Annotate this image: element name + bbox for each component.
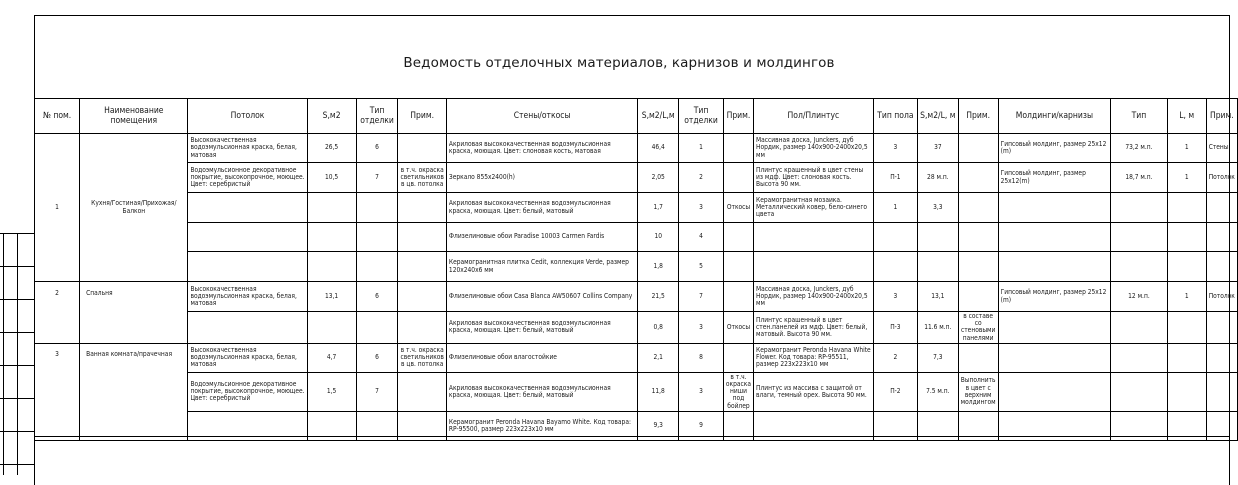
ceiling-area: 1,5 bbox=[307, 372, 356, 411]
wall-area: 2,05 bbox=[638, 163, 679, 193]
floor-material: Плинтус крашенный в цвет стены из мдф. Цвет: слоновая кость. Высота 90 мм. bbox=[754, 163, 874, 193]
floor-note: в составе со стеновыми панелями bbox=[958, 312, 998, 344]
floor-note: Выполнить в цвет с верхним молдингом bbox=[958, 372, 998, 411]
molding-length bbox=[1167, 223, 1206, 252]
floor-type: 2 bbox=[873, 343, 917, 372]
ceiling-note bbox=[398, 282, 446, 312]
floor-material: Массивная доска, Junckers, дуб Нордик, размер 140х900-2400х20,5 мм bbox=[754, 282, 874, 312]
molding-note bbox=[1206, 193, 1237, 223]
wall-note bbox=[723, 252, 753, 282]
table-row bbox=[35, 223, 1238, 252]
col-ceiling-finish-type: Тип отделки bbox=[356, 99, 398, 134]
wall-material: Акриловая высококачественная водоэмульсионная краска, моющая. Цвет: белый, матовый bbox=[446, 312, 637, 344]
molding-type bbox=[1111, 343, 1168, 372]
ceiling-material bbox=[188, 252, 307, 282]
molding-note: Потолок bbox=[1206, 282, 1237, 312]
header-row bbox=[35, 99, 1238, 134]
wall-area: 2,1 bbox=[638, 343, 679, 372]
wall-note: в т.ч. окраска ниши под бойлер bbox=[723, 372, 753, 411]
col-room-name: Наименование помещения bbox=[80, 99, 188, 134]
molding-note bbox=[1206, 343, 1237, 372]
table-row bbox=[35, 312, 1238, 344]
ceiling-material: Высококачественная водоэмульсионная краска, белая, матовая bbox=[188, 343, 307, 372]
ceiling-area bbox=[307, 193, 356, 223]
wall-material: Флизелиновые обои Paradise 10003 Carmen Fardis bbox=[446, 223, 637, 252]
wall-area: 10 bbox=[638, 223, 679, 252]
molding-note bbox=[1206, 252, 1237, 282]
floor-note bbox=[958, 134, 998, 163]
molding-material: Гипсовый молдинг, размер 25х12 (m) bbox=[998, 134, 1111, 163]
wall-type: 5 bbox=[679, 252, 724, 282]
col-floor-area: S,м2/L, м bbox=[918, 99, 959, 134]
ceiling-note bbox=[398, 252, 446, 282]
ceiling-material bbox=[188, 312, 307, 344]
floor-area: 7,3 bbox=[918, 343, 959, 372]
floor-type: П-1 bbox=[873, 163, 917, 193]
wall-type: 1 bbox=[679, 134, 724, 163]
col-num: № пом. bbox=[35, 99, 80, 134]
wall-type: 9 bbox=[679, 411, 724, 440]
wall-type: 3 bbox=[679, 193, 724, 223]
molding-length bbox=[1167, 252, 1206, 282]
col-molding-note: Прим. bbox=[1206, 99, 1237, 134]
wall-area: 46,4 bbox=[638, 134, 679, 163]
molding-type bbox=[1111, 252, 1168, 282]
molding-length bbox=[1167, 193, 1206, 223]
ceiling-note bbox=[398, 372, 446, 411]
floor-type: 3 bbox=[873, 282, 917, 312]
ceiling-note: в т.ч. окраска светильников в цв. потолка bbox=[398, 163, 446, 193]
floor-note bbox=[958, 163, 998, 193]
col-floor: Пол/Плинтус bbox=[754, 99, 874, 134]
floor-material: Плинтус крашенный в цвет стен.панелей из мдф. Цвет: белый, матовый. Высота 90 мм. bbox=[754, 312, 874, 344]
ceiling-area: 26,5 bbox=[307, 134, 356, 163]
floor-material bbox=[754, 223, 874, 252]
wall-type: 3 bbox=[679, 372, 724, 411]
molding-type: 12 м.п. bbox=[1111, 282, 1168, 312]
wall-area: 11,8 bbox=[638, 372, 679, 411]
floor-note bbox=[958, 282, 998, 312]
molding-material bbox=[998, 223, 1111, 252]
col-ceiling-note: Прим. bbox=[398, 99, 446, 134]
col-molding-type: Тип bbox=[1111, 99, 1168, 134]
molding-length bbox=[1167, 372, 1206, 411]
molding-material bbox=[998, 252, 1111, 282]
finishing-schedule-table bbox=[34, 98, 1238, 441]
col-ceiling-area: S,м2 bbox=[307, 99, 356, 134]
room-number: 1 bbox=[35, 134, 80, 282]
ceiling-material: Водоэмульсионное декоративное покрытие, высокопрочное, моющее. Цвет: серебристый bbox=[188, 163, 307, 193]
molding-note: Стены bbox=[1206, 134, 1237, 163]
ceiling-note bbox=[398, 312, 446, 344]
ceiling-type: 7 bbox=[356, 372, 398, 411]
molding-length: 1 bbox=[1167, 134, 1206, 163]
ceiling-area bbox=[307, 223, 356, 252]
wall-material: Акриловая высококачественная водоэмульсионная краска, моющая. Цвет: белый, матовый bbox=[446, 372, 637, 411]
document-title: Ведомость отделочных материалов, карнизов и молдингов bbox=[403, 55, 835, 71]
ceiling-type: 6 bbox=[356, 134, 398, 163]
ceiling-note bbox=[398, 193, 446, 223]
ceiling-note: в т.ч. окраска светильников в цв. потолка bbox=[398, 343, 446, 372]
wall-note bbox=[723, 163, 753, 193]
col-floor-note: Прим. bbox=[958, 99, 998, 134]
wall-material: Керамогранитная плитка Cedit, коллекция Verde, размер 120х240х6 мм bbox=[446, 252, 637, 282]
ceiling-note bbox=[398, 223, 446, 252]
floor-material bbox=[754, 252, 874, 282]
floor-material: Керамогранит Peronda Havana White Flower. Код товара: RP-95511, размер 223х223х10 мм bbox=[754, 343, 874, 372]
ceiling-type bbox=[356, 193, 398, 223]
wall-area: 1,8 bbox=[638, 252, 679, 282]
room-name: Ванная комната/прачечная bbox=[80, 343, 188, 440]
floor-type: 1 bbox=[873, 193, 917, 223]
floor-note bbox=[958, 223, 998, 252]
wall-type: 8 bbox=[679, 343, 724, 372]
floor-type: П-2 bbox=[873, 372, 917, 411]
molding-material bbox=[998, 312, 1111, 344]
molding-note: Потолок bbox=[1206, 163, 1237, 193]
molding-type bbox=[1111, 223, 1168, 252]
ceiling-material: Водоэмульсионное декоративное покрытие, высокопрочное, моющее. Цвет: серебристый bbox=[188, 372, 307, 411]
table-row bbox=[35, 134, 1238, 163]
molding-type: 18,7 м.п. bbox=[1111, 163, 1168, 193]
floor-note bbox=[958, 252, 998, 282]
col-walls-note: Прим. bbox=[723, 99, 753, 134]
sheet-divider-line bbox=[34, 436, 1230, 437]
molding-length bbox=[1167, 312, 1206, 344]
ceiling-type bbox=[356, 223, 398, 252]
floor-type bbox=[873, 252, 917, 282]
molding-length bbox=[1167, 343, 1206, 372]
ceiling-type: 6 bbox=[356, 343, 398, 372]
col-walls-area: S,м2/L,м bbox=[638, 99, 679, 134]
floor-material: Массивная доска, Junckers, дуб Нордик, размер 140х900-2400х20,5 мм bbox=[754, 134, 874, 163]
wall-note bbox=[723, 282, 753, 312]
molding-material bbox=[998, 343, 1111, 372]
floor-material: Керамогранитная мозаика. Металлический ковер, бело-синего цвета bbox=[754, 193, 874, 223]
col-ceiling: Потолок bbox=[188, 99, 307, 134]
ceiling-area: 13,1 bbox=[307, 282, 356, 312]
wall-note bbox=[723, 134, 753, 163]
wall-material: Акриловая высококачественная водоэмульсионная краска, моющая. Цвет: слоновая кость, матовая bbox=[446, 134, 637, 163]
molding-type bbox=[1111, 372, 1168, 411]
col-moldings: Молдинги/карнизы bbox=[998, 99, 1111, 134]
ceiling-area bbox=[307, 312, 356, 344]
molding-length: 1 bbox=[1167, 282, 1206, 312]
room-name: Спальня bbox=[80, 282, 188, 344]
ceiling-area: 4,7 bbox=[307, 343, 356, 372]
wall-area: 9,3 bbox=[638, 411, 679, 440]
wall-material: Зеркало 855х2400(h) bbox=[446, 163, 637, 193]
molding-material bbox=[998, 372, 1111, 411]
ceiling-material bbox=[188, 223, 307, 252]
wall-material: Керамогранит Peronda Havana Bayamo White. Код товара: RP-95500, размер 223х223х10 мм bbox=[446, 411, 637, 440]
floor-type bbox=[873, 223, 917, 252]
molding-type bbox=[1111, 193, 1168, 223]
floor-area: 28 м.п. bbox=[918, 163, 959, 193]
wall-note: Откосы bbox=[723, 312, 753, 344]
ceiling-area: 10,5 bbox=[307, 163, 356, 193]
floor-area: 37 bbox=[918, 134, 959, 163]
molding-material: Гипсовый молдинг, размер 25х12 (m) bbox=[998, 282, 1111, 312]
room-number: 2 bbox=[35, 282, 80, 344]
room-name: Кухня/Гостиная/Прихожая/Балкон bbox=[80, 134, 188, 282]
ceiling-type bbox=[356, 252, 398, 282]
wall-type: 2 bbox=[679, 163, 724, 193]
wall-area: 21,5 bbox=[638, 282, 679, 312]
table-row bbox=[35, 282, 1238, 312]
floor-note bbox=[958, 343, 998, 372]
ceiling-material: Высококачественная водоэмульсионная краска, белая, матовая bbox=[188, 282, 307, 312]
wall-area: 0,8 bbox=[638, 312, 679, 344]
molding-material bbox=[998, 193, 1111, 223]
table-row bbox=[35, 343, 1238, 372]
molding-type bbox=[1111, 312, 1168, 344]
floor-material: Плинтус из массива с защитой от влаги, темный орех. Высота 90 мм. bbox=[754, 372, 874, 411]
margin-stamp-grid bbox=[0, 233, 34, 475]
wall-material: Флизелиновые обои влагостойкие bbox=[446, 343, 637, 372]
col-molding-length: L, м bbox=[1167, 99, 1206, 134]
molding-type: 73,2 м.п. bbox=[1111, 134, 1168, 163]
floor-area bbox=[918, 223, 959, 252]
ceiling-type: 7 bbox=[356, 163, 398, 193]
wall-material: Акриловая высококачественная водоэмульсионная краска, моющая. Цвет: белый, матовый bbox=[446, 193, 637, 223]
floor-type: П-3 bbox=[873, 312, 917, 344]
table-row bbox=[35, 163, 1238, 193]
ceiling-note bbox=[398, 134, 446, 163]
floor-area: 11.6 м.п. bbox=[918, 312, 959, 344]
wall-area: 1,7 bbox=[638, 193, 679, 223]
molding-length: 1 bbox=[1167, 163, 1206, 193]
ceiling-area bbox=[307, 252, 356, 282]
ceiling-type: 6 bbox=[356, 282, 398, 312]
molding-material: Гипсовый молдинг, размер 25х12(m) bbox=[998, 163, 1111, 193]
table-row bbox=[35, 372, 1238, 411]
wall-note bbox=[723, 223, 753, 252]
floor-area: 13,1 bbox=[918, 282, 959, 312]
wall-type: 7 bbox=[679, 282, 724, 312]
wall-material: Флизелиновые обои Casa Blanca AW50607 Collins Company bbox=[446, 282, 637, 312]
wall-note bbox=[723, 343, 753, 372]
ceiling-type bbox=[356, 312, 398, 344]
col-walls-finish-type: Тип отделки bbox=[679, 99, 724, 134]
molding-note bbox=[1206, 372, 1237, 411]
wall-type: 3 bbox=[679, 312, 724, 344]
ceiling-material: Высококачественная водоэмульсионная краска, белая, матовая bbox=[188, 134, 307, 163]
col-walls: Стены/откосы bbox=[446, 99, 637, 134]
table-row bbox=[35, 193, 1238, 223]
wall-type: 4 bbox=[679, 223, 724, 252]
floor-area: 3,3 bbox=[918, 193, 959, 223]
table-row bbox=[35, 252, 1238, 282]
col-floor-type: Тип пола bbox=[873, 99, 917, 134]
molding-note bbox=[1206, 312, 1237, 344]
floor-note bbox=[958, 193, 998, 223]
floor-type: 3 bbox=[873, 134, 917, 163]
floor-area bbox=[918, 252, 959, 282]
floor-area: 7.5 м.п. bbox=[918, 372, 959, 411]
ceiling-material bbox=[188, 193, 307, 223]
molding-note bbox=[1206, 223, 1237, 252]
room-number: 3 bbox=[35, 343, 80, 440]
wall-note: Откосы bbox=[723, 193, 753, 223]
